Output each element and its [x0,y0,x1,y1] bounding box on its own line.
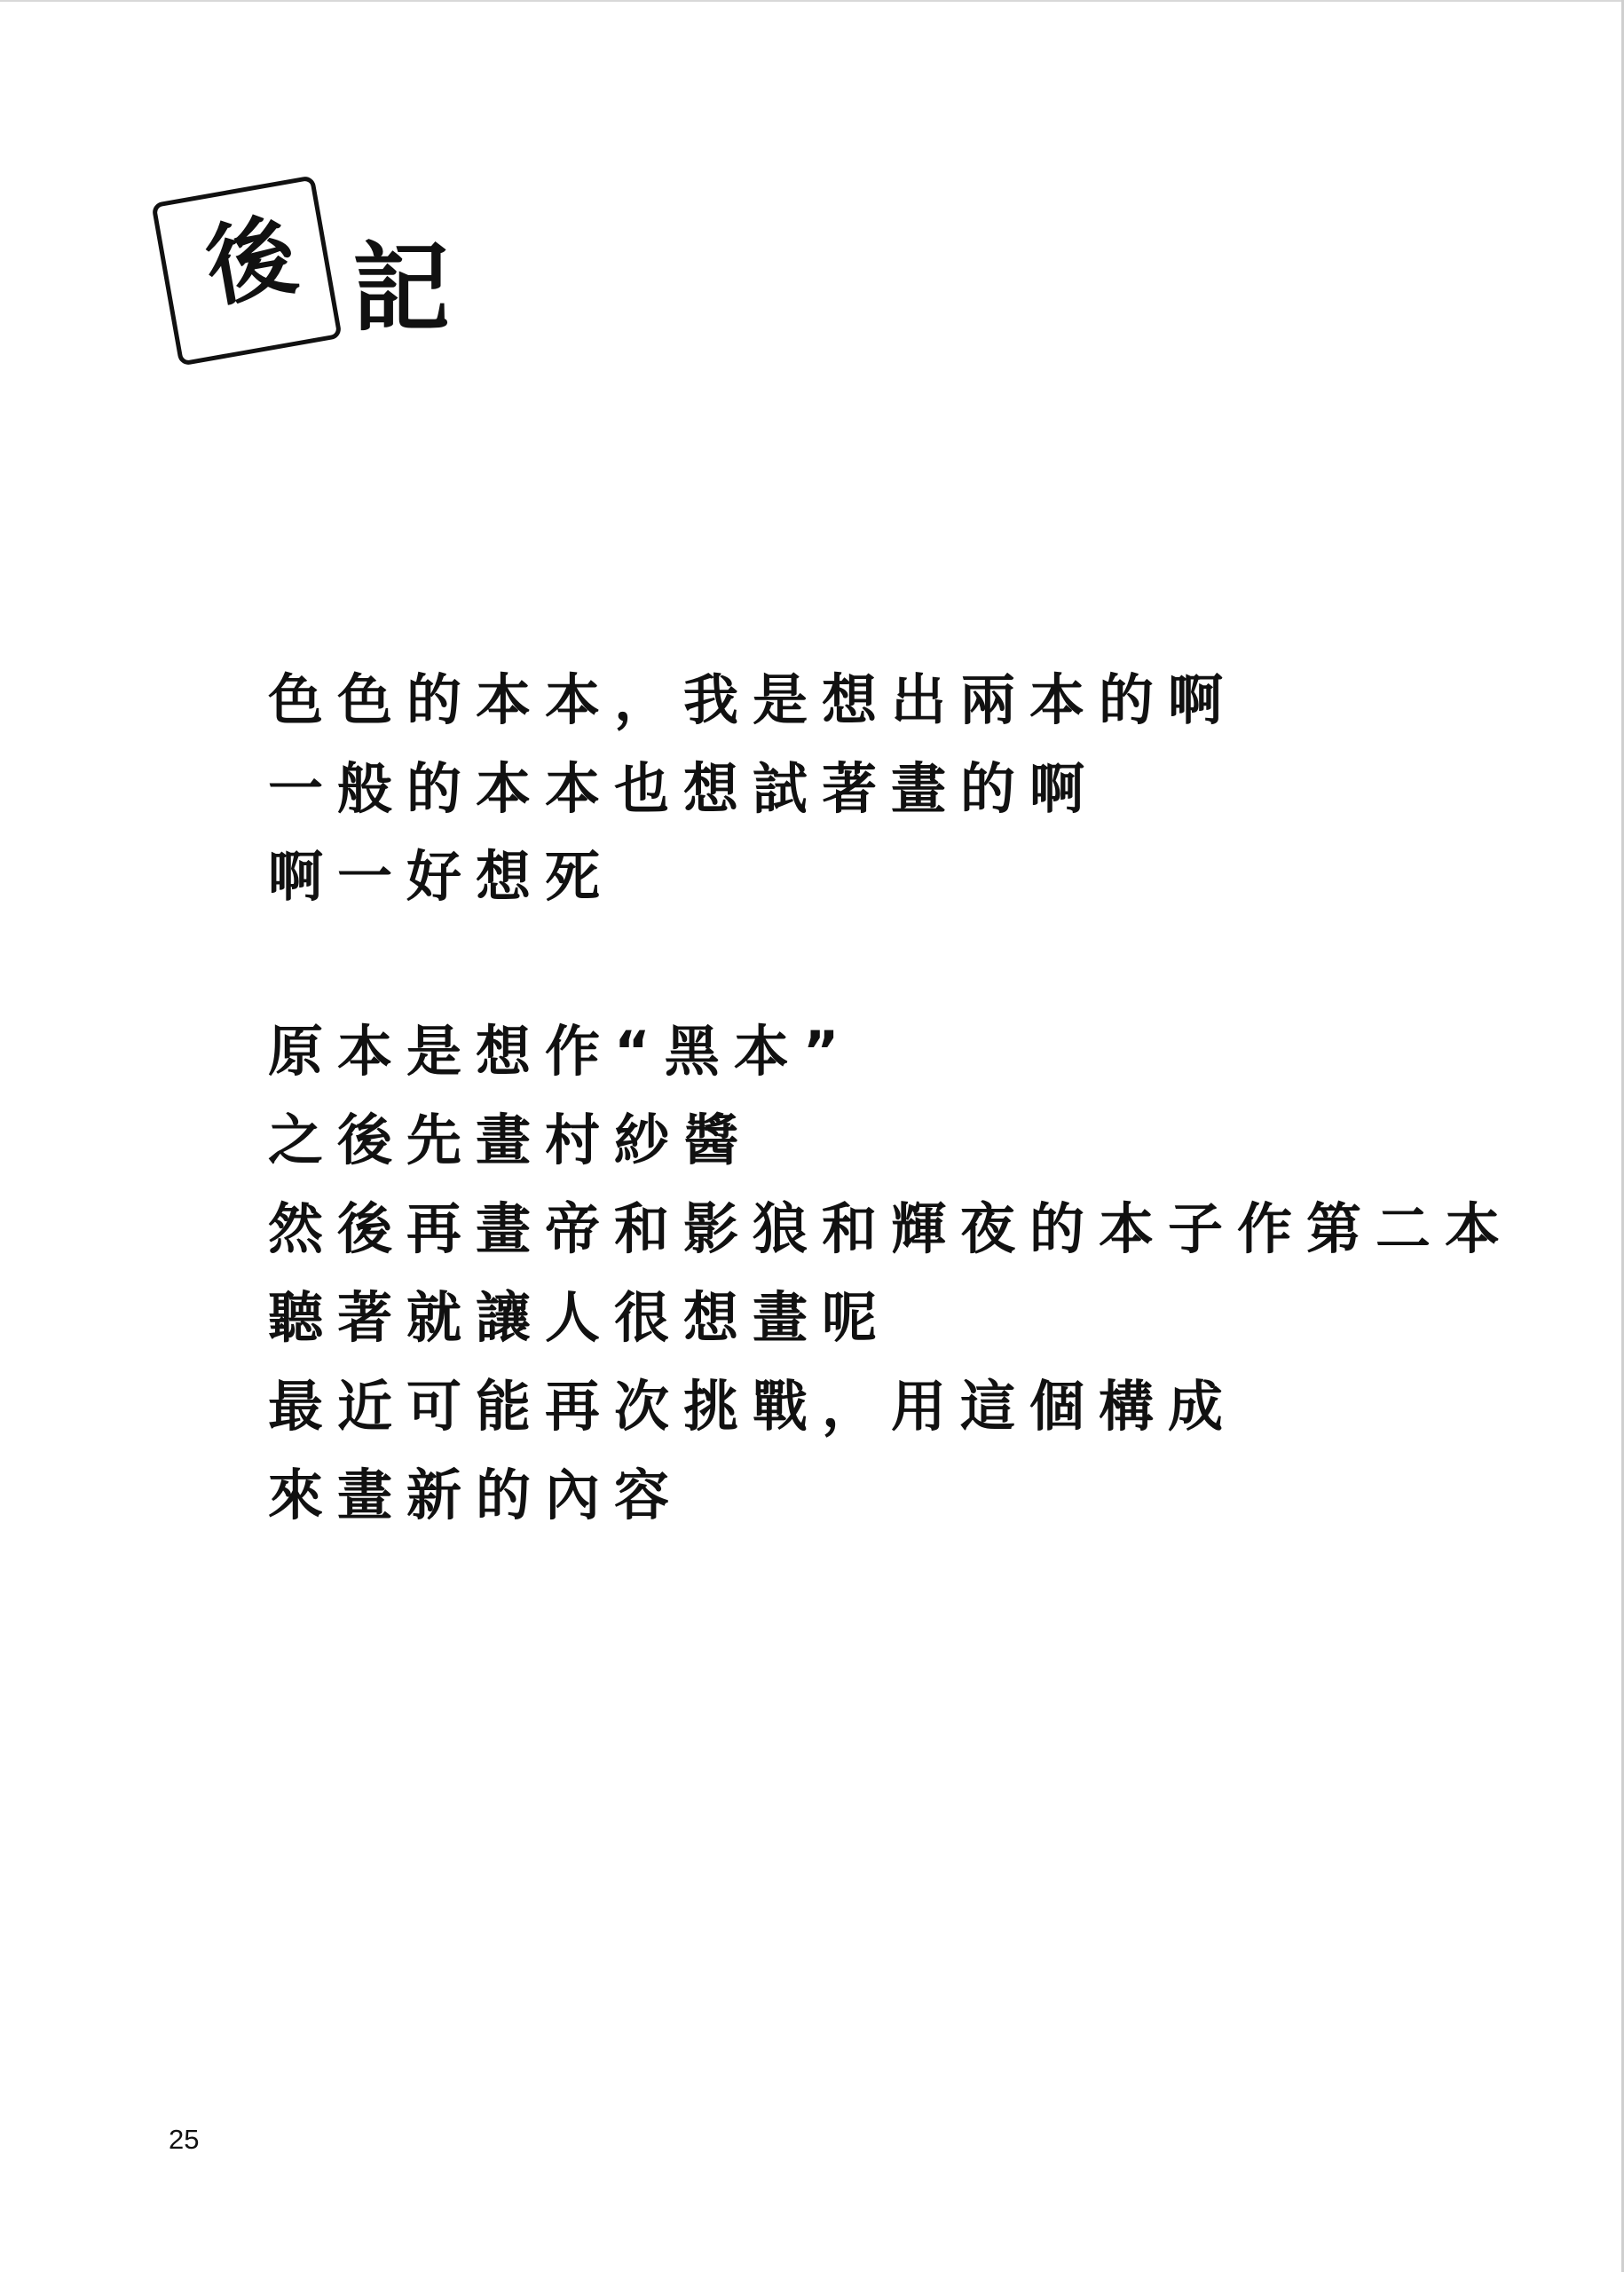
afterword-heading [164,178,466,364]
heading-boxed-char: 後 [198,202,304,320]
body-line: 啊一好想死 [268,844,615,909]
body-line: 色色的本本，我是想出兩本的啊 [268,667,1238,732]
body-line: 之後先畫村紗醬 [268,1108,753,1172]
page-number: 25 [169,2124,200,2155]
page-top-edge [0,0,1624,2]
body-line: 一般的本本也想試著畫的啊 [268,756,1100,821]
body-line: 原本是想作“黑本” [268,1019,854,1084]
body-line: 然後再畫帝和影狼和輝夜的本子作第二本 [268,1196,1515,1261]
body-line: 聽著就讓人很想畫呢 [268,1285,892,1350]
body-line: 最近可能再次挑戰，用這個構成 [268,1374,1238,1439]
body-line: 來畫新的內容 [268,1463,684,1527]
heading-second-char: 記 [352,232,450,345]
